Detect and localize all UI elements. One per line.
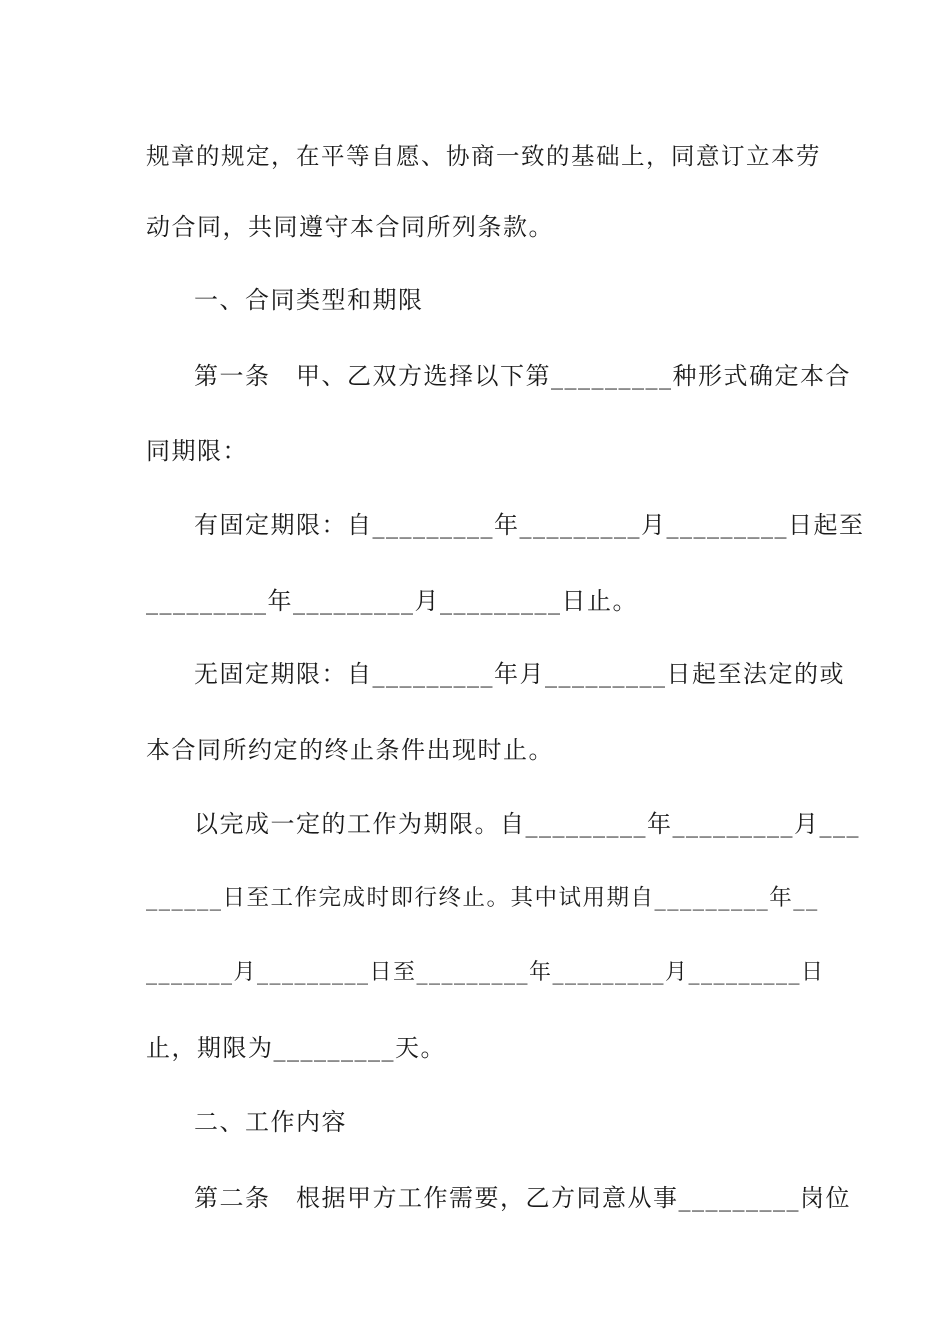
article-1-line-1: 第一条 甲、乙双方选择以下第_________种形式确定本合 (194, 362, 851, 390)
paragraph-line-1: 规章的规定，在平等自愿、协商一致的基础上，同意订立本劳 (146, 142, 821, 170)
task-term-line-4: 止，期限为_________天。 (146, 1034, 446, 1062)
open-term-line-2: 本合同所约定的终止条件出现时止。 (146, 736, 554, 764)
section-heading-1: 一、合同类型和期限 (194, 286, 424, 314)
paragraph-line-2: 动合同，共同遵守本合同所列条款。 (146, 213, 554, 241)
fixed-term-line-1: 有固定期限：自_________年_________月_________日起至 (194, 511, 865, 539)
task-term-line-3: _______月_________日至_________年_________月_________日 (146, 960, 825, 985)
task-term-line-2: ______日至工作完成时即行终止。其中试用期自_________年__ (146, 885, 819, 911)
article-2-line-1: 第二条 根据甲方工作需要，乙方同意从事_________岗位 (194, 1184, 851, 1212)
article-1-line-2: 同期限： (146, 437, 248, 465)
fixed-term-line-2: _________年_________月_________日止。 (146, 587, 638, 615)
task-term-line-1: 以完成一定的工作为期限。自_________年_________月___ (194, 810, 860, 838)
open-term-line-1: 无固定期限：自_________年月_________日起至法定的或 (194, 660, 845, 688)
section-heading-2: 二、工作内容 (194, 1108, 347, 1136)
